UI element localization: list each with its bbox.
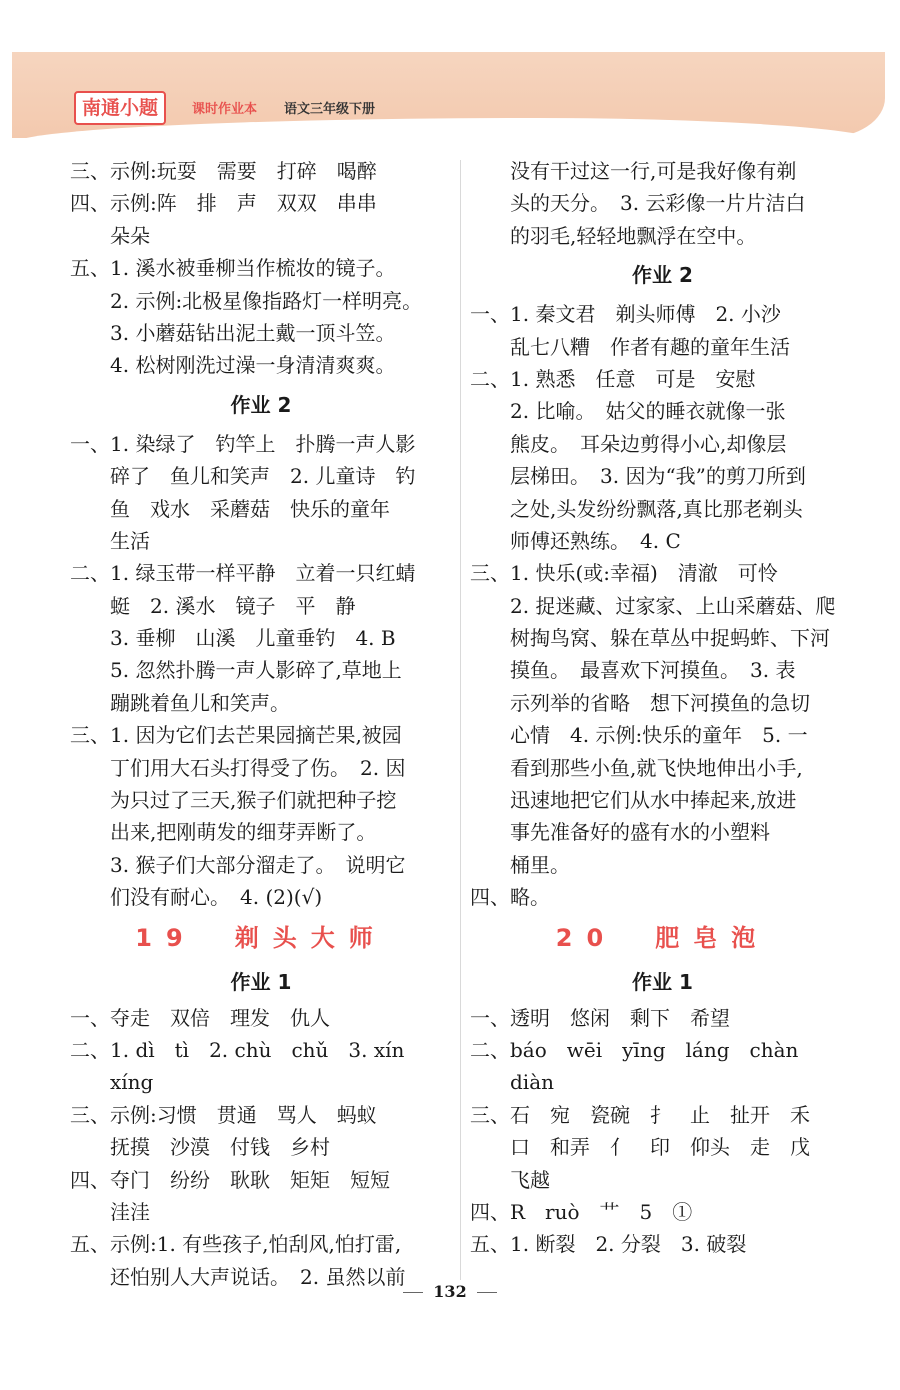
answer-line: 二、báo wēi yīng láng chàn [470,1037,799,1062]
answer-line: 2. 比喻。 姑父的睡衣就像一张 [510,399,786,424]
answer-line: 4. 松树刚洗过澡一身清清爽爽。 [110,353,396,378]
lesson-title: 19 剃头大师 [135,923,387,952]
answer-line: 二、1. dì tì 2. chù chǔ 3. xín [70,1037,405,1062]
answer-line: 一、夺走 双倍 理发 仇人 [70,1005,330,1030]
answer-line: 四、略。 [470,885,550,910]
answer-line: 洼洼 [110,1199,150,1224]
answer-line: 2. 捉迷藏、过家家、上山采蘑菇、爬 [510,593,836,618]
answer-line: 抚摸 沙漠 付钱 乡村 [110,1135,330,1160]
answer-line: 口 和弄 亻 印 仰头 走 戊 [510,1135,810,1160]
answer-line: 3. 猴子们大部分溜走了。 说明它 [110,852,406,877]
book-title: 语文三年级下册 [284,102,376,117]
lesson-title: 20 肥皂泡 [555,923,770,952]
answer-line: 出来,把刚萌发的细芽弄断了。 [110,820,377,845]
answer-line: 二、1. 绿玉带一样平静 立着一只红蜻 [70,561,416,586]
answer-line: 的羽毛,轻轻地飘浮在空中。 [510,223,757,248]
section-heading: 作业 2 [632,263,693,288]
answer-line: 桶里。 [510,852,570,877]
answer-line: 蜓 2. 溪水 镜子 平 静 [110,593,356,618]
section-heading: 作业 1 [632,969,693,994]
answer-line: 迅速地把它们从水中捧起来,放进 [510,788,797,813]
answer-line: 三、1. 因为它们去芒果园摘芒果,被园 [70,723,402,748]
answer-line: 飞越 [510,1167,550,1192]
section-heading: 作业 2 [230,392,292,417]
answer-line: diàn [510,1070,555,1095]
answer-line: 一、透明 悠闲 剩下 希望 [470,1005,730,1030]
answer-line: 熊皮。 耳朵边剪得小心,却像层 [510,431,787,456]
answer-line: 三、1. 快乐(或:幸福) 清澈 可怜 [470,561,778,586]
answer-line: 师傅还熟练。 4. C [510,528,681,553]
answer-line: 为只过了三天,猴子们就把种子挖 [110,788,397,813]
answer-line: 看到那些小鱼,就飞快地伸出小手, [510,755,803,780]
page-number-row [0,1282,900,1301]
answer-line: 三、石 宛 瓷碗 扌 止 扯开 禾 [470,1102,810,1127]
answer-line: 3. 小蘑菇钻出泥土戴一顶斗笠。 [110,320,396,345]
answer-line: 朵朵 [110,223,150,248]
answer-line: 四、R ruò 艹 5 ① [470,1199,693,1224]
answer-line: 二、1. 熟悉 任意 可是 安慰 [470,366,756,391]
dash-right [477,1292,497,1293]
answer-line: 一、1. 秦文君 剃头师傅 2. 小沙 [470,302,781,327]
answer-line: 还怕别人大声说话。 2. 虽然以前 [110,1264,406,1289]
answer-line: 四、夺门 纷纷 耿耿 矩矩 短短 [70,1167,390,1192]
answer-line: 鱼 戏水 采蘑菇 快乐的童年 [110,496,390,521]
answer-line: 碎了 鱼儿和笑声 2. 儿童诗 钓 [110,464,416,489]
answer-line: xíng [110,1070,154,1095]
answer-line: 五、1. 断裂 2. 分裂 3. 破裂 [470,1232,747,1257]
answer-line: 之处,头发纷纷飘落,真比那老剃头 [510,496,803,521]
answer-line: 头的天分。 3. 云彩像一片片洁白 [510,191,806,216]
answer-line: 五、1. 溪水被垂柳当作梳妆的镜子。 [70,256,396,281]
answer-line: 事先准备好的盛有水的小塑料 [510,820,770,845]
section-heading: 作业 1 [230,969,292,994]
answer-line: 三、示例:习惯 贯通 骂人 蚂蚁 [70,1102,377,1127]
left-column [70,155,452,1293]
dash-left [403,1292,423,1293]
series-title: 课时作业本 [192,102,258,117]
answer-line: 5. 忽然扑腾一声人影碎了,草地上 [110,658,402,683]
answer-line: 心情 4. 示例:快乐的童年 5. 一 [510,723,808,748]
answer-line: 层梯田。 3. 因为“我”的剪刀所到 [510,464,806,489]
answer-line: 3. 垂柳 山溪 儿童垂钓 4. B [110,626,396,651]
column-divider [460,160,461,1280]
answer-line: 丁们用大石头打得受了伤。 2. 因 [110,755,406,780]
answer-line: 五、示例:1. 有些孩子,怕刮风,怕打雷, [70,1232,402,1257]
answer-line: 四、示例:阵 排 声 双双 串串 [70,191,377,216]
answer-line: 示列举的省略 想下河摸鱼的急切 [510,690,810,715]
brand-logo: 南通小题 [74,91,166,125]
answer-line: 蹦跳着鱼儿和笑声。 [110,690,290,715]
answer-line: 生活 [110,528,150,553]
answer-line: 摸鱼。 最喜欢下河摸鱼。 3. 表 [510,658,796,683]
answer-line: 树掏鸟窝、躲在草丛中捉蚂蚱、下河 [510,626,830,651]
answer-line: 乱七八糟 作者有趣的童年生活 [510,334,790,359]
right-column [470,155,855,1261]
answer-line: 三、示例:玩耍 需要 打碎 喝醉 [70,159,377,183]
answer-line: 们没有耐心。 4. (2)(√) [110,885,323,910]
answer-line: 没有干过这一行,可是我好像有剃 [510,159,797,183]
page-number: 132 [433,1282,467,1301]
answer-line: 一、1. 染绿了 钓竿上 扑腾一声人影 [70,431,416,456]
answer-line: 2. 示例:北极星像指路灯一样明亮。 [110,288,423,313]
